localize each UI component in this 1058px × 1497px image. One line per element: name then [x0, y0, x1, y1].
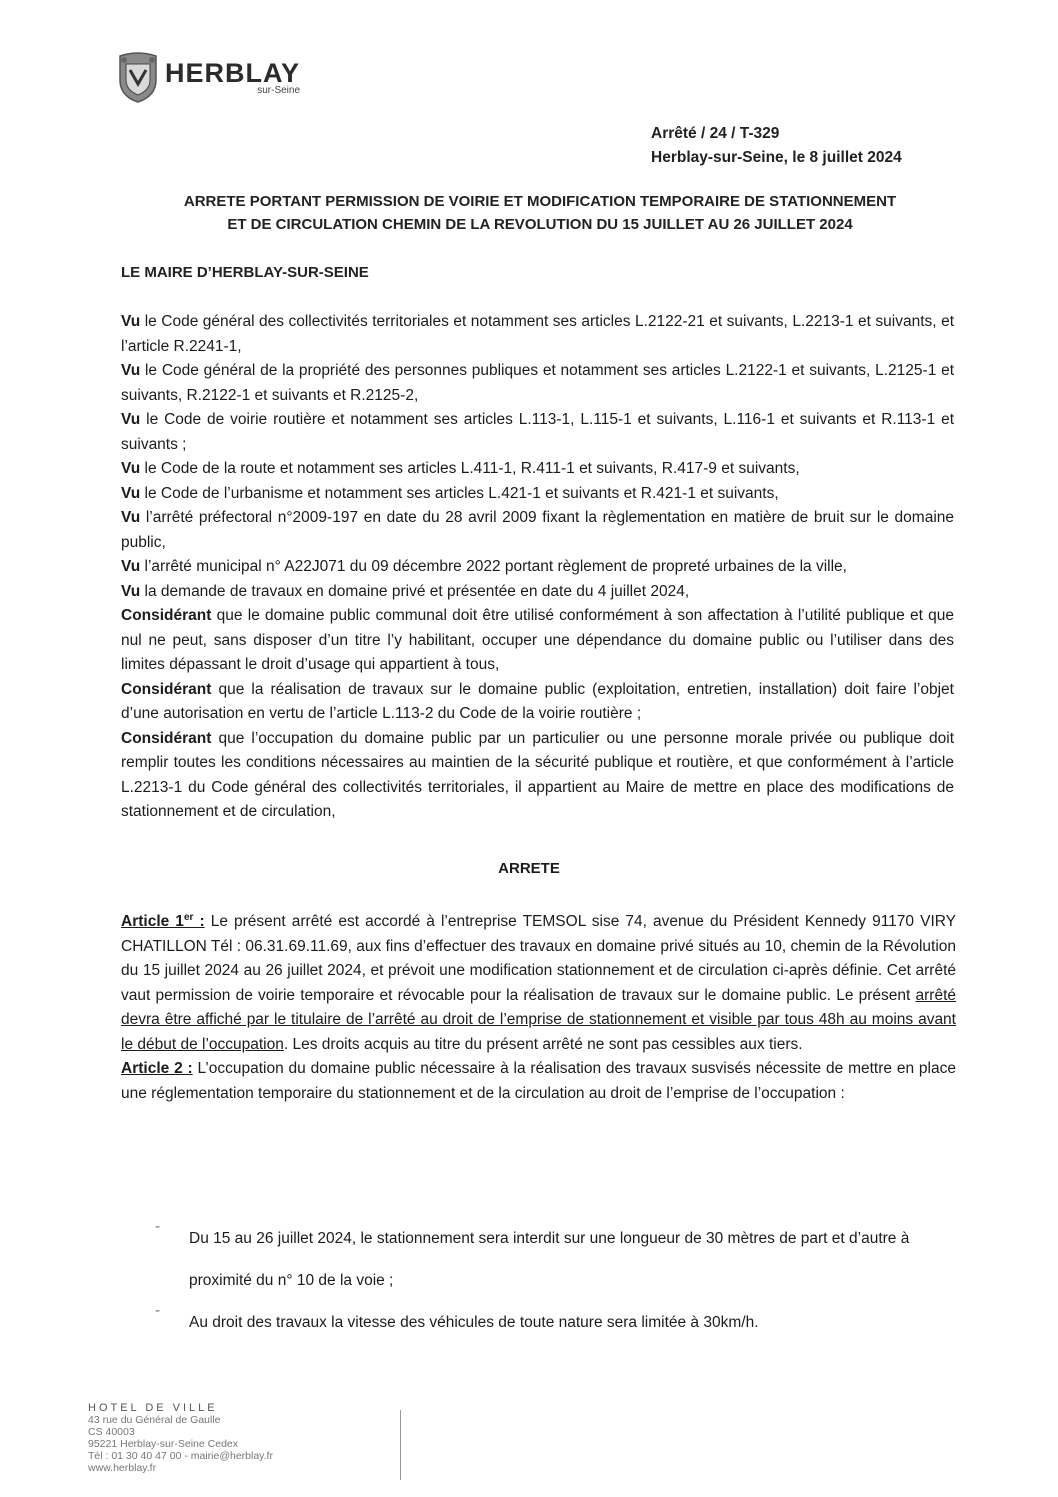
visa-item: Vu le Code de l’urbanisme et notamment ses articles L.421-1 et suivants et R.421-1 et suivants, — [121, 484, 779, 502]
arrete-number: Arrêté / 24 / T-329 — [651, 125, 780, 142]
arrete-heading: ARRETE — [498, 860, 560, 877]
visa-item: Vu l’arrêté préfectoral n°2009-197 en date du 28 avril 2009 fixant la règlementation en matière de bruit sur le domaine public, — [121, 509, 954, 551]
document-title — [110, 190, 970, 236]
dash-bullet: - — [155, 1302, 161, 1319]
visa-item: Vu l’arrêté municipal n° A22J071 du 09 décembre 2022 portant règlement de propreté urbaines de la ville, — [121, 558, 847, 575]
visas-list — [121, 310, 954, 825]
maire-heading: LE MAIRE D’HERBLAY-SUR-SEINE — [121, 264, 369, 281]
visa-item: Vu le Code général des collectivités territoriales et notamment ses articles L.2122-21 et suivants, L.2213-1 et suivants, et l’article R.2241-1, — [121, 313, 954, 355]
footer-line: www.herblay.fr — [88, 1462, 157, 1474]
footer-heading: HOTEL DE VILLE — [88, 1402, 218, 1414]
visa-item: Vu le Code de voirie routière et notamment ses articles L.113-1, L.115-1 et suivants, L.116-1 et suivants et R.113-1 et suivants ; — [121, 411, 954, 453]
city-logo — [116, 50, 300, 104]
measure-text: Du 15 au 26 juillet 2024, le stationnement sera interdit sur une longueur de 30 mètres de part et d’autre à proximité du n° 10 de la voie ; — [189, 1230, 910, 1289]
logo-subtitle: sur-Seine — [257, 84, 301, 96]
list-item — [155, 1302, 965, 1344]
footer-line: CS 40003 — [88, 1426, 135, 1438]
footer-line: 95221 Herblay-sur-Seine Cedex — [88, 1438, 238, 1450]
considerant-item: Considérant que le domaine public communal doit être utilisé conformément à son affectation à l’utilité publique et que nul ne peut, sans disposer d’un titre l’y habilitant, occuper une dépendance du domaine public ou l’utiliser dans des limites dépassant le droit d’usage qui appartient à tous, — [121, 607, 954, 673]
considerant-item: Considérant que la réalisation de travaux sur le domaine public (exploitation, entretien, installation) doit faire l’objet d’une autorisation en vertu de l’article L.113-2 du Code de la voirie routière ; — [121, 680, 954, 722]
article-2: Article 2 : L’occupation du domaine public nécessaire à la réalisation des travaux susvisés nécessite de mettre en place une réglementation temporaire du stationnement et de la circulation au droit de l’emprise de l’occupation : — [121, 1060, 956, 1102]
city-crest-icon — [116, 50, 160, 104]
measure-text: Au droit des travaux la vitesse des véhicules de toute nature sera limitée à 30km/h. — [189, 1314, 759, 1331]
measures-list — [155, 1218, 965, 1344]
place-date: Herblay-sur-Seine, le 8 juillet 2024 — [651, 149, 902, 166]
list-item — [155, 1218, 965, 1302]
footer-divider — [400, 1410, 401, 1480]
article-1-label: Article 1er : — [121, 912, 205, 931]
title-line-2: ET DE CIRCULATION CHEMIN DE LA REVOLUTION DU 15 JUILLET AU 26 JUILLET 2024 — [227, 216, 853, 233]
visa-item: Vu la demande de travaux en domaine privé et présentée en date du 4 juillet 2024, — [121, 582, 690, 600]
article-1: Article 1er : Le présent arrêté est accordé à l’entreprise TEMSOL sise 74, avenue du Président Kennedy 91170 VIRY CHATILLON Tél : 06.31.69.11.69, aux fins d’effectuer des travaux en domaine privé situés au 10, chemin de la Révolution du 15 juillet 2024 au 26 juillet 2024, et prévoit une modification stationnement et de circulation ci-après définie. Cet arrêté vaut permission de voirie temporaire et révocable pour la réalisation de travaux sur le domaine public. Le présent arrêté devra être affiché par le titulaire de l’arrêté au droit de l’emprise de stationnement et visible par tous 48h au moins avant le début de l’occupation. Les droits acquis au titre du présent arrêté ne sont pas cessibles aux tiers. — [121, 912, 957, 1053]
footer-address — [88, 1402, 273, 1474]
logo-name: HERBLAY — [165, 57, 301, 88]
dash-bullet: - — [155, 1218, 161, 1235]
footer-line: 43 rue du Général de Gaulle — [88, 1414, 221, 1426]
footer-line: Tél : 01 30 40 47 00 - mairie@herblay.fr — [88, 1450, 273, 1462]
affichage-clause: arrêté devra être affiché par le titulaire de l’arrêté au droit de l’emprise de stationnement et visible par tous 48h au moins avant le début de l’occupation — [121, 986, 956, 1053]
articles-section — [121, 906, 956, 1106]
title-line-1: ARRETE PORTANT PERMISSION DE VOIRIE ET MODIFICATION TEMPORAIRE DE STATIONNEMENT — [183, 193, 897, 210]
reference-block — [651, 122, 902, 170]
visa-item: Vu le Code de la route et notamment ses articles L.411-1, R.411-1 et suivants, R.417-9 et suivants, — [121, 460, 800, 477]
considerant-item: Considérant que l’occupation du domaine public par un particulier ou une personne morale privée ou publique doit remplir toutes les conditions nécessaires au maintien de la sécurité publique et routière, et que conformément à l’article L.2213-1 du Code général des collectivités territoriales, il appartient au Maire de mettre en place des modifications de stationnement et de circulation, — [121, 729, 954, 820]
visa-item: Vu le Code général de la propriété des personnes publiques et notamment ses articles L.2122-1 et suivants, L.2125-1 et suivants, R.2122-1 et suivants et R.2125-2, — [121, 362, 954, 404]
article-2-label: Article 2 : — [121, 1060, 193, 1078]
